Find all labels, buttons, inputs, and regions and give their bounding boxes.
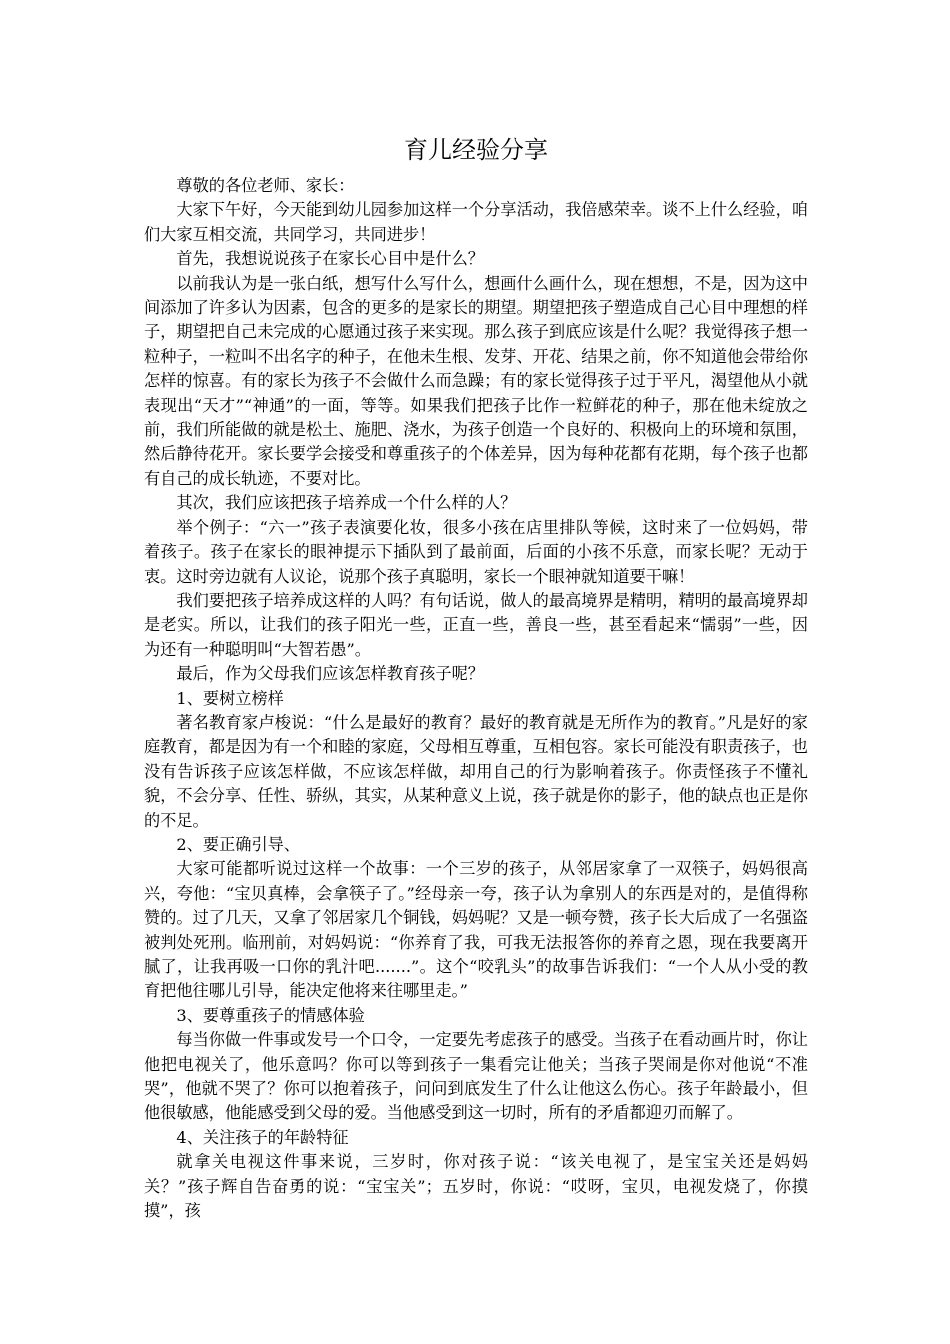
paragraph: 我们要把孩子培养成这样的人吗？有句话说，做人的最高境界是精明，精明的最高境界却是老实。所以，让我们的孩子阳光一些，正直一些，善良一些，甚至看起来“懦弱”一些，因为还有一种聪明叫“大智若愚”。 [144,590,808,659]
paragraph: 3、要尊重孩子的情感体验 [176,1005,365,1025]
document-page [144,128,808,1223]
paragraph: 尊敬的各位老师、家长： [176,176,355,195]
paragraph: 每当你做一件事或发号一个口令，一定要先考虑孩子的感受。当孩子在看动画片时，你让他把电视关了，他乐意吗？你可以等到孩子一集看完让他关；当孩子哭闹是你对他说“不准哭”，他就不哭了？你可以抱着孩子，问问到底发生了什么让他这么伤心。孩子年龄最小，但他很敏感，他能感受到父母的爱。当他感受到这一切时，所有的矛盾都迎刃而解了。 [144,1030,808,1123]
paragraph: 大家可能都听说过这样一个故事：一个三岁的孩子，从邻居家拿了一双筷子，妈妈很高兴，夸他：“宝贝真棒，会拿筷子了。”经母亲一夸，孩子认为拿别人的东西是对的，是值得称赞的。过了几天，又拿了邻居家几个铜钱，妈妈呢？又是一顿夸赞，孩子长大后成了一名强盗被判处死刑。临刑前，对妈妈说：“你养育了我，可我无法报答你的养育之恩，现在我要离开腻了，让我再吸一口你的乳汁吧.......”。这个“咬乳头”的故事告诉我们：“一个人从小受的教育把他往哪儿引导，能决定他将来往哪里走。” [144,859,808,1001]
paragraph: 4、关注孩子的年龄特征 [176,1127,349,1147]
document-title: 育儿经验分享 [404,136,548,164]
paragraph: 2、要正确引导、 [176,834,301,854]
paragraph: 最后，作为父母我们应该怎样教育孩子呢？ [176,664,484,684]
paragraph: 首先，我想说说孩子在家长心目中是什么？ [176,249,484,269]
paragraph: 就拿关电视这件事来说，三岁时，你对孩子说：“该关电视了，是宝宝关还是妈妈关？”孩子辉自告奋勇的说：“宝宝关”；五岁时，你说：“哎呀，宝贝，电视发烧了，你摸摸”，孩 [144,1152,808,1221]
paragraph: 大家下午好，今天能到幼儿园参加这样一个分享活动，我倍感荣幸。谈不上什么经验，咱们大家互相交流，共同学习，共同进步！ [144,200,808,244]
paragraph: 其次，我们应该把孩子培养成一个什么样的人？ [176,493,517,513]
document-body [144,174,808,1223]
paragraph: 1、要树立榜样 [176,688,284,708]
paragraph: 以前我认为是一张白纸，想写什么写什么，想画什么画什么，现在想想，不是，因为这中间添加了许多认为因素，包含的更多的是家长的期望。期望把孩子塑造成自己心目中理想的样子，期望把自己未完成的心愿通过孩子来实现。那么孩子到底应该是什么呢？我觉得孩子想一粒种子，一粒叫不出名字的种子，在他未生根、发芽、开花、结果之前，你不知道他会带给你怎样的惊喜。有的家长为孩子不会做什么而急躁；有的家长觉得孩子过于平凡，渴望他从小就表现出“天才”“神通”的一面，等等。如果我们把孩子比作一粒鲜花的种子，那在他未绽放之前，我们所能做的就是松土、施肥、浇水，为孩子创造一个良好的、积极向上的环境和氛围，然后静待花开。家长要学会接受和尊重孩子的个体差异，因为每种花都有花期，每个孩子也都有自己的成长轨迹，不要对比。 [144,273,808,488]
paragraph: 举个例子：“六一”孩子表演要化妆，很多小孩在店里排队等候，这时来了一位妈妈，带着孩子。孩子在家长的眼神提示下插队到了最前面，后面的小孩不乐意，而家长呢？无动于衷。这时旁边就有人议论，说那个孩子真聪明，家长一个眼神就知道要干嘛！ [144,517,808,586]
paragraph: 著名教育家卢梭说：“什么是最好的教育？最好的教育就是无所作为的教育。”凡是好的家庭教育，都是因为有一个和睦的家庭，父母相互尊重，互相包容。家长可能没有职责孩子，也没有告诉孩子应该怎样做，不应该怎样做，却用自己的行为影响着孩子。你责怪孩子不懂礼貌，不会分享、任性、骄纵，其实，从某种意义上说，孩子就是你的影子，他的缺点也正是你的不足。 [144,712,808,830]
